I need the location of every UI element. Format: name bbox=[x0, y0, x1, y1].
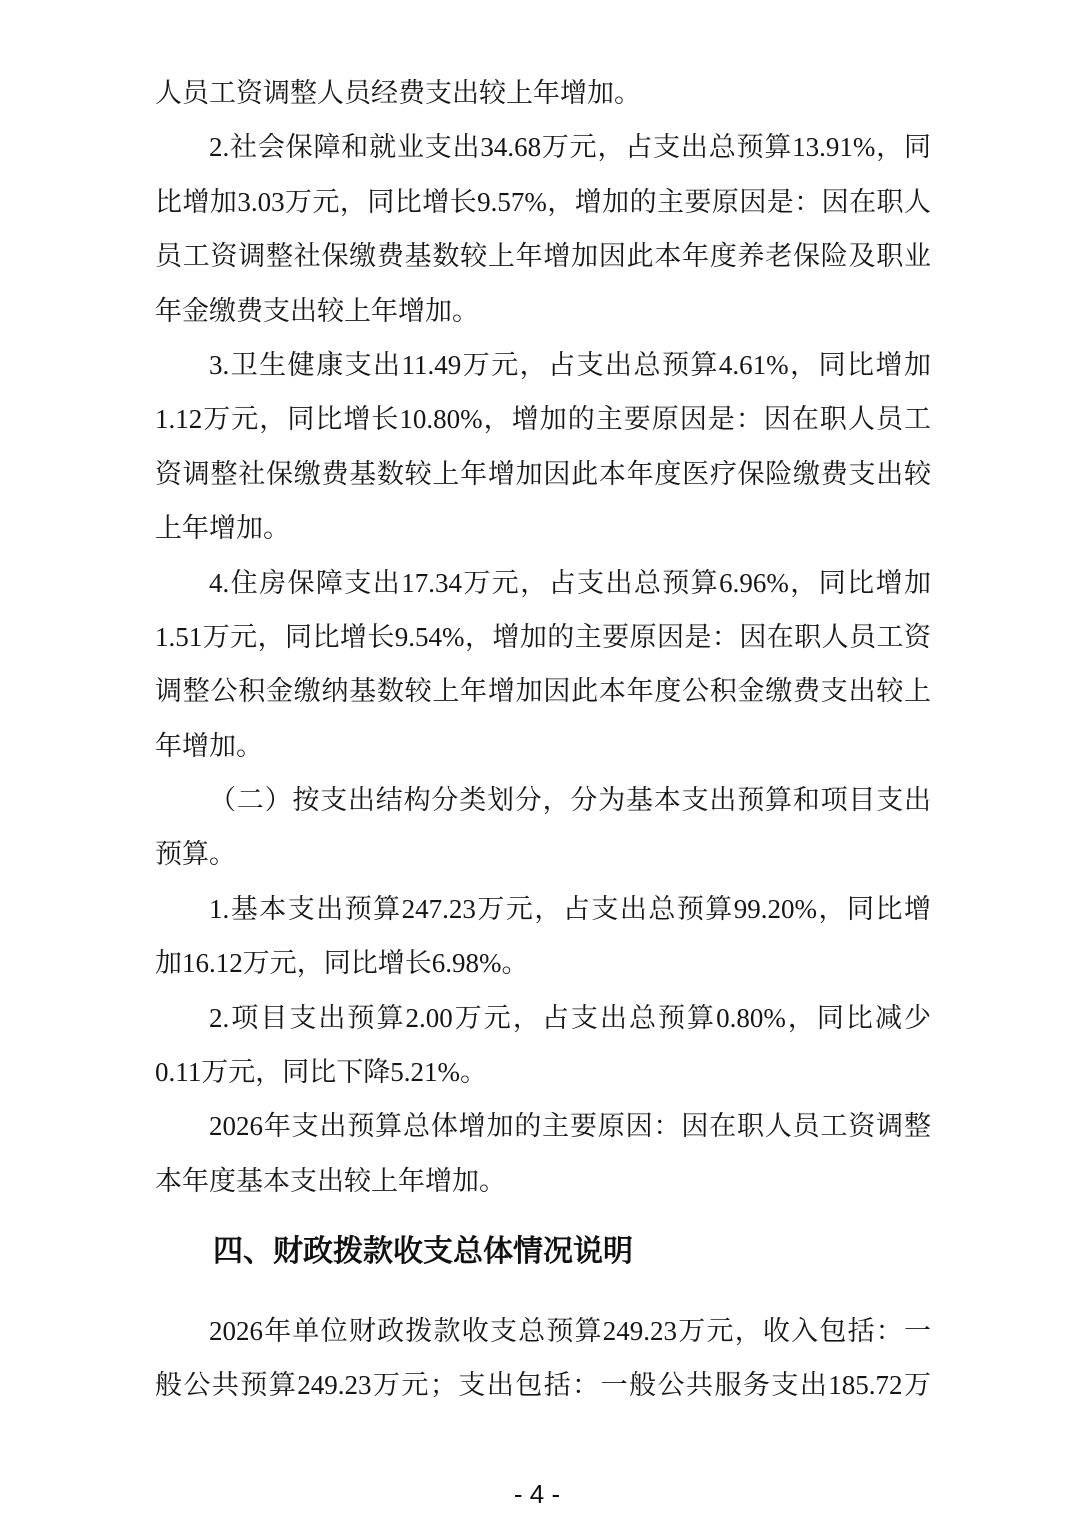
text-line: 加16.12万元，同比增长6.98%。 bbox=[155, 948, 529, 979]
paragraph bbox=[155, 556, 931, 774]
text-line: 人员工资调整人员经费支出较上年增加。 bbox=[155, 78, 641, 108]
text-line: 1.基本支出预算247.23万元，占支出总预算99.20%，同比增 bbox=[209, 893, 931, 924]
text-line: 3.卫生健康支出11.49万元，占支出总预算4.61%，同比增加 bbox=[209, 349, 931, 380]
paragraph bbox=[155, 773, 931, 882]
paragraph bbox=[155, 120, 931, 338]
text-line: 比增加3.03万元，同比增长9.57%，增加的主要原因是：因在职人 bbox=[155, 186, 931, 217]
text-line: 调整公积金缴纳基数较上年增加因此本年度公积金缴费支出较上 bbox=[155, 676, 931, 707]
paragraph bbox=[155, 338, 931, 556]
paragraph bbox=[155, 882, 931, 991]
text-line: 年金缴费支出较上年增加。 bbox=[155, 295, 479, 326]
text-line: 般公共预算249.23万元；支出包括：一般公共服务支出185.72万 bbox=[155, 1369, 931, 1400]
text-line: （二）按支出结构分类划分，分为基本支出预算和项目支出 bbox=[209, 785, 931, 816]
page-number: - 4 - bbox=[513, 1479, 561, 1509]
text-line: 2026年单位财政拨款收支总预算249.23万元，收入包括：一 bbox=[209, 1315, 931, 1346]
paragraph bbox=[155, 66, 931, 120]
text-line: 2026年支出预算总体增加的主要原因：因在职人员工资调整 bbox=[209, 1111, 931, 1142]
text-line: 资调整社保缴费基数较上年增加因此本年度医疗保险缴费支出较 bbox=[155, 458, 931, 489]
paragraph bbox=[155, 1099, 931, 1208]
document-body bbox=[155, 66, 931, 1412]
page-footer bbox=[0, 1479, 1074, 1510]
text-line: 2.社会保障和就业支出34.68万元，占支出总预算13.91%，同 bbox=[209, 132, 931, 163]
text-line: 0.11万元，同比下降5.21%。 bbox=[155, 1057, 487, 1088]
paragraph bbox=[155, 1304, 931, 1413]
text-line: 1.12万元，同比增长10.80%，增加的主要原因是：因在职人员工 bbox=[155, 404, 931, 435]
text-line: 员工资调整社保缴费基数较上年增加因此本年度养老保险及职业 bbox=[155, 241, 931, 272]
text-line: 预算。 bbox=[155, 839, 236, 870]
text-line: 4.住房保障支出17.34万元，占支出总预算6.96%，同比增加 bbox=[209, 567, 931, 598]
paragraph bbox=[155, 991, 931, 1100]
text-line: 上年增加。 bbox=[155, 513, 290, 544]
text-line: 1.51万元，同比增长9.54%，增加的主要原因是：因在职人员工资 bbox=[155, 621, 931, 652]
section-heading: 四、财政拨款收支总体情况说明 bbox=[213, 1235, 633, 1269]
text-line: 年增加。 bbox=[155, 730, 263, 761]
text-line: 2.项目支出预算2.00万元，占支出总预算0.80%，同比减少 bbox=[209, 1002, 931, 1033]
text-line: 本年度基本支出较上年增加。 bbox=[155, 1165, 506, 1196]
